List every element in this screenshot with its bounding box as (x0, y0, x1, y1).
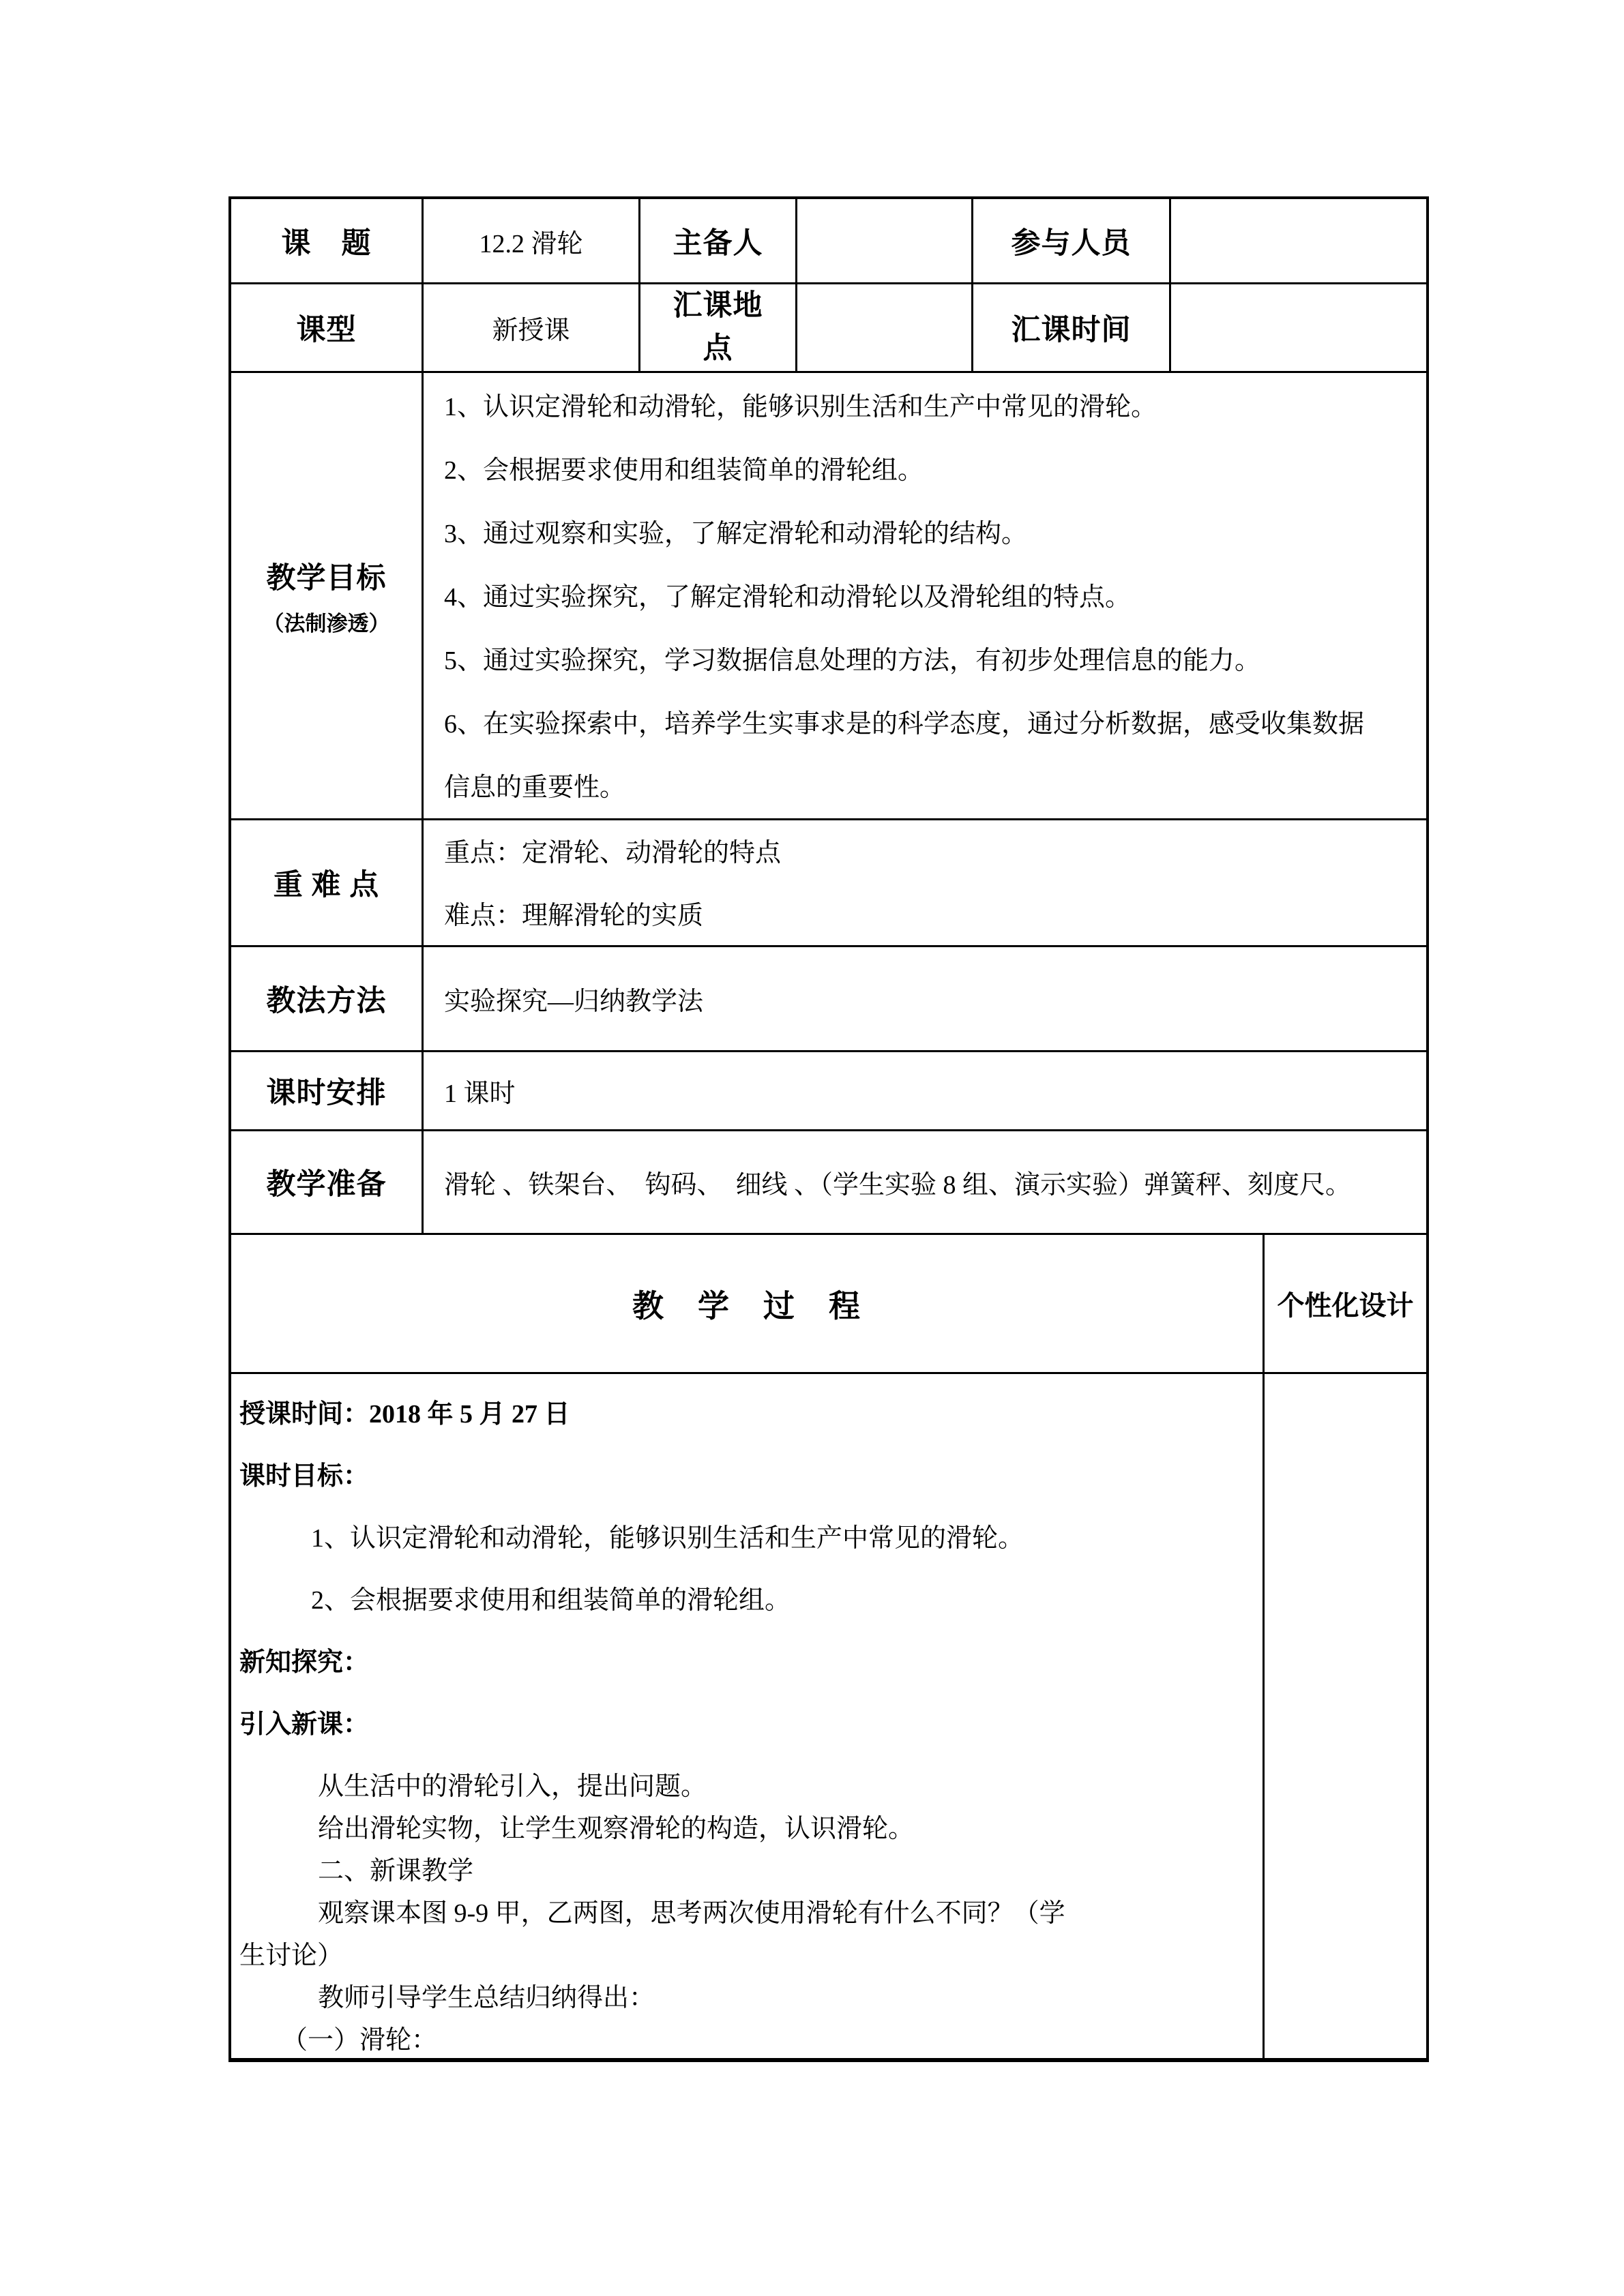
process-paragraph: 二、新课教学 (318, 1857, 474, 1885)
lesson-goal-item: 1、认识定滑轮和动滑轮，能够识别生活和生产中常见的滑轮。 (311, 1524, 1024, 1553)
objectives-row (231, 373, 1426, 820)
objective-item-continuation: 信息的重要性。 (444, 773, 626, 802)
objectives-content (424, 373, 1426, 818)
teaching-method-label: 教法方法 (231, 947, 424, 1050)
preparation-label: 教学准备 (231, 1131, 424, 1233)
objectives-label-cell (231, 373, 424, 818)
objective-item: 3、通过观察和实验，了解定滑轮和动滑轮的结构。 (444, 520, 1028, 548)
objective-item: 5、通过实验探究，学习数据信息处理的方法，有初步处理信息的能力。 (444, 646, 1261, 675)
process-paragraph: 给出滑轮实物，让学生观察滑轮的构造，认识滑轮。 (318, 1815, 915, 1843)
process-paragraph-continuation: 生讨论） (239, 1941, 344, 1970)
introduction-heading: 引入新课： (239, 1710, 370, 1739)
personalized-design-content (1265, 1374, 1426, 2061)
meeting-place-label (640, 284, 797, 371)
lesson-type-label: 课型 (231, 284, 424, 371)
process-paragraph: 从生活中的滑轮引入，提出问题。 (318, 1772, 707, 1801)
process-header: 教 学 过 程 (231, 1235, 1265, 1372)
schedule-value: 1 课时 (444, 1079, 516, 1108)
lesson-goals-heading: 课时目标： (239, 1462, 370, 1491)
objective-item: 6、在实验探索中，培养学生实事求是的科学态度，通过分析数据，感受收集数据 (444, 710, 1365, 739)
meeting-time-label: 汇课时间 (973, 284, 1171, 371)
key-point-difficulty: 难点：理解滑轮的实质 (444, 901, 704, 930)
preparation-row (231, 1131, 1426, 1235)
teaching-method-row (231, 947, 1426, 1052)
meeting-place-value (797, 284, 973, 371)
key-points-row (231, 820, 1426, 947)
meta-row-2 (231, 284, 1426, 373)
teaching-method-value: 实验探究—归纳教学法 (444, 987, 704, 1016)
process-body-row (231, 1374, 1426, 2061)
schedule-label: 课时安排 (231, 1052, 424, 1129)
preparer-label: 主备人 (640, 199, 797, 282)
process-content (231, 1374, 1265, 2061)
process-paragraph: 观察课本图 9-9 甲，乙两图，思考两次使用滑轮有什么不同？（学 (318, 1899, 1065, 1928)
lesson-type-value: 新授课 (424, 284, 640, 371)
course-title-label: 课 题 (231, 199, 424, 282)
lesson-plan-table (228, 196, 1429, 2062)
objectives-sublabel: （法制渗透） (263, 611, 390, 636)
meeting-time-value (1171, 284, 1426, 371)
lesson-goal-item: 2、会根据要求使用和组装简单的滑轮组。 (311, 1586, 791, 1615)
participants-label: 参与人员 (973, 199, 1171, 282)
course-title-value: 12.2 滑轮 (424, 199, 640, 282)
personalized-design-header: 个性化设计 (1277, 1290, 1414, 1321)
schedule-row (231, 1052, 1426, 1131)
process-paragraph: （一）滑轮： (282, 2026, 438, 2055)
objective-item: 4、通过实验探究，了解定滑轮和动滑轮以及滑轮组的特点。 (444, 583, 1132, 612)
process-header-row (231, 1235, 1426, 1374)
new-knowledge-heading: 新知探究： (239, 1648, 370, 1677)
key-points-content (424, 820, 1426, 945)
objective-item: 2、会根据要求使用和组装简单的滑轮组。 (444, 456, 924, 485)
objective-item: 1、认识定滑轮和动滑轮，能够识别生活和生产中常见的滑轮。 (444, 393, 1157, 421)
objectives-label: 教学目标 (266, 562, 387, 595)
meta-row-1 (231, 199, 1426, 284)
key-point-focus: 重点：定滑轮、动滑轮的特点 (444, 839, 782, 867)
participants-value (1171, 199, 1426, 282)
key-points-label: 重 难 点 (231, 820, 424, 945)
lecture-time: 授课时间：2018 年 5 月 27 日 (239, 1400, 570, 1429)
process-paragraph: 教师引导学生总结归纳得出： (318, 1984, 655, 2012)
preparation-value: 滑轮 、铁架台、 钩码、 细线 、（学生实验 8 组、演示实验）弹簧秤、刻度尺。 (444, 1171, 1352, 1199)
preparer-value (797, 199, 973, 282)
meeting-place-label-text: 汇课地点 (673, 290, 763, 365)
